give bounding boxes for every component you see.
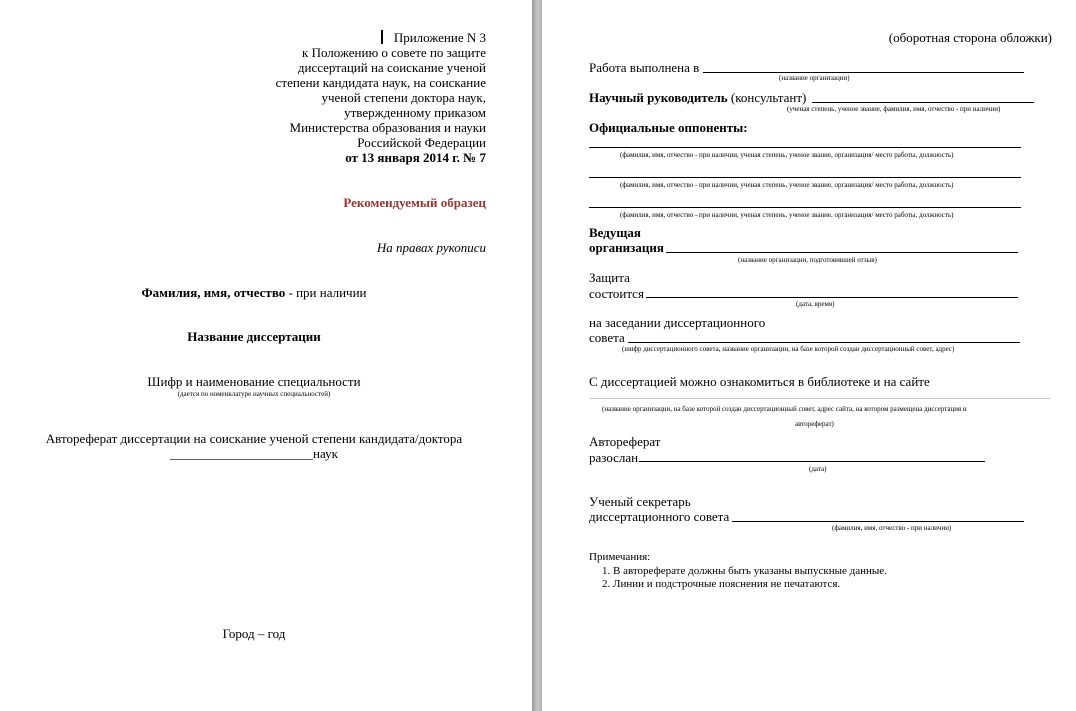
secretary-label-1: Ученый секретарь [589, 494, 691, 509]
note-item-2: 2. Линии и подстрочные пояснения не печатаются. [602, 578, 841, 590]
secretary-line [732, 521, 1024, 522]
author-name-tail: - при наличии [285, 285, 367, 300]
work-done-label: Работа выполнена в [589, 60, 700, 75]
council-line [628, 342, 1020, 343]
notes-title: Примечания: [589, 551, 651, 563]
opponent-note-1: (фамилия, имя, отчество - при наличии, ученая степень, ученое звание, организация/ место работы, должность) [620, 151, 954, 159]
work-done-line [703, 72, 1024, 73]
author-name-line [0, 285, 508, 300]
abstract-line-1: Автореферат диссертации на соискание ученой степени кандидата/доктора [45, 431, 463, 446]
lead-org-line [666, 252, 1018, 253]
library-note-1: (название организации, на базе которой создан диссертационный совет, адрес сайта, на котором размещена диссертация и [602, 405, 967, 413]
right-page [542, 0, 1076, 711]
secretary-note: (фамилия, имя, отчество - при наличии) [832, 524, 952, 532]
supervisor-field-line [812, 102, 1034, 103]
appendix-line-5: ученой степени доктора наук, [321, 90, 486, 105]
opponent-line-1 [589, 147, 1021, 148]
page-gutter [532, 0, 542, 711]
defense-note: (дата, время) [796, 300, 835, 308]
appendix-date: от 13 января 2014 г. № 7 [345, 150, 486, 165]
appendix-line-3: диссертаций на соискание ученой [297, 60, 486, 75]
opponent-line-2 [589, 177, 1021, 178]
author-name-label: Фамилия, имя, отчество [141, 285, 286, 300]
supervisor-tail: (консультант) [727, 90, 807, 105]
library-label: С диссертацией можно ознакомиться в библиотеке и на сайте [589, 374, 930, 389]
sample-label: Рекомендуемый образец [343, 195, 486, 210]
cover-back-label: (оборотная сторона обложки) [888, 30, 1052, 45]
text-cursor [381, 30, 383, 44]
abstract-sent-label-2: разослан [589, 450, 639, 465]
council-label-1: на заседании диссертационного [589, 315, 766, 330]
appendix-line-1: Приложение N 3 [393, 30, 486, 45]
opponent-note-3: (фамилия, имя, отчество - при наличии, ученая степень, ученое звание, организация/ место работы, должность) [620, 211, 954, 219]
abstract-sent-note: (дата) [809, 465, 827, 473]
council-label-2: совета [589, 330, 625, 345]
appendix-line-2: к Положению о совете по защите [302, 45, 486, 60]
appendix-line-7: Министерства образования и науки [289, 120, 486, 135]
abstract-sent-line [639, 461, 985, 462]
defense-label-2: состоится [589, 286, 644, 301]
opponent-note-2: (фамилия, имя, отчество - при наличии, ученая степень, ученое звание, организация/ место работы, должность) [620, 181, 954, 189]
library-line [589, 398, 1051, 399]
specialty: Шифр и наименование специальности [147, 374, 361, 389]
defense-label-1: Защита [589, 270, 630, 285]
specialty-note: (дается по номенклатуре научных специальностей) [177, 390, 331, 398]
manuscript-rights: На правах рукописи [376, 240, 486, 255]
appendix-line-6: утвержденному приказом [344, 105, 486, 120]
note-item-1: 1. В автореферате должны быть указаны выпускные данные. [602, 565, 887, 577]
work-done-note: (название организации) [779, 74, 850, 82]
abstract-sent-label-1: Автореферат [589, 434, 661, 449]
appendix-line-8: Российской Федерации [357, 135, 486, 150]
secretary-label-2: диссертационного совета [589, 509, 730, 524]
city-year: Город – год [222, 626, 286, 641]
opponents-title: Официальные оппоненты: [589, 120, 748, 135]
supervisor-label: Научный руководитель [589, 90, 728, 105]
library-note-2: автореферат) [795, 420, 834, 428]
lead-org-label-1: Ведущая [589, 225, 641, 240]
abstract-line-2: ______________________наук [170, 446, 338, 461]
defense-line [646, 297, 1018, 298]
dissertation-title: Название диссертации [187, 329, 321, 344]
council-note: (шифр диссертационного совета, название организации, на базе которой создан диссертационный совет, адрес) [622, 345, 955, 353]
supervisor-note: (ученая степень, ученое звание, фамилия, имя, отчество - при наличии) [787, 105, 1001, 113]
left-page [0, 0, 532, 711]
appendix-line-4: степени кандидата наук, на соискание [275, 75, 486, 90]
lead-org-note: (название организации, подготовившей отзыв) [738, 256, 877, 264]
lead-org-label-2: организация [589, 240, 664, 255]
opponent-line-3 [589, 207, 1021, 208]
supervisor-line [589, 90, 806, 105]
